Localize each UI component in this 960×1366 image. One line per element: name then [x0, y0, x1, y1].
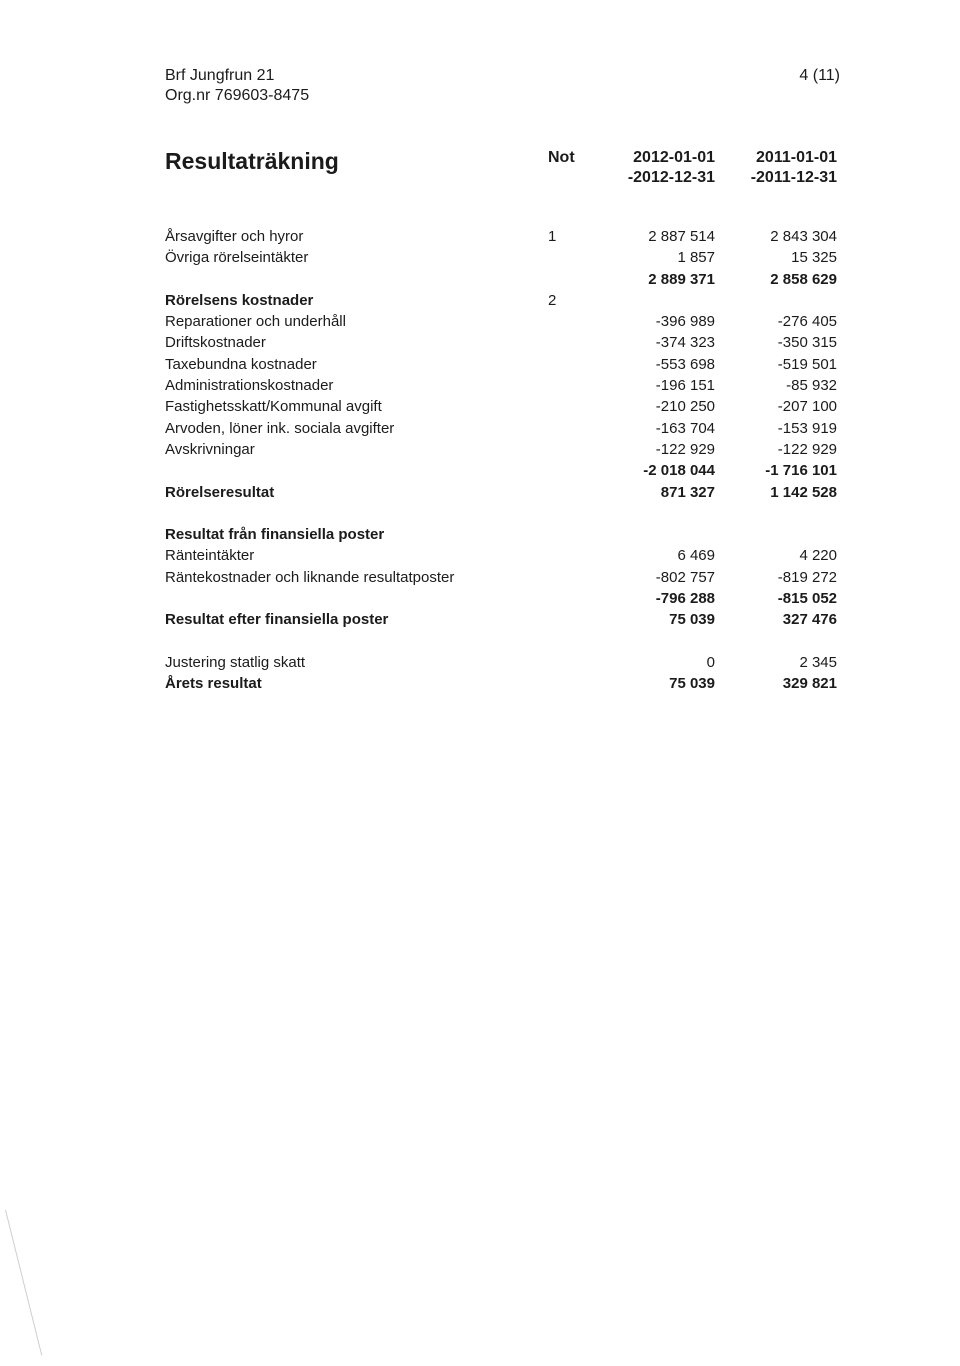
- row-label: Rörelsens kostnader: [165, 291, 314, 309]
- row-label: Avskrivningar: [165, 440, 255, 458]
- page-title: Resultaträkning: [165, 148, 339, 174]
- row-spacer: [0, 503, 960, 524]
- table-row: [0, 609, 960, 630]
- row-label: Driftskostnader: [165, 334, 266, 352]
- table-row: [0, 439, 960, 460]
- row-label: Fastighetsskatt/Kommunal avgift: [165, 398, 382, 416]
- row-value-2011: 329 821: [782, 675, 837, 693]
- row-label: Årsavgifter och hyror: [165, 228, 304, 245]
- table-row: [0, 269, 960, 290]
- row-value-2012: 75 039: [669, 675, 715, 693]
- row-value-2012: -2 018 044: [643, 462, 715, 480]
- period1-end: -2012-12-31: [627, 169, 715, 186]
- table-row: [0, 588, 960, 609]
- note-column-header: Not: [548, 149, 575, 166]
- table-row: [0, 226, 960, 247]
- row-value-2011: -276 405: [777, 313, 837, 331]
- table-row: [0, 354, 960, 375]
- row-value-2011: 2 843 304: [770, 228, 837, 245]
- row-value-2012: 871 327: [660, 483, 715, 501]
- row-value-2011: -815 052: [777, 590, 837, 608]
- table-row: [0, 375, 960, 396]
- table-row: [0, 290, 960, 311]
- table-row: [0, 673, 960, 694]
- page-number: 4 (11): [799, 67, 840, 84]
- row-label: Övriga rörelseintäkter: [165, 249, 309, 267]
- row-value-2011: -122 929: [777, 440, 837, 458]
- row-label: Taxebundna kostnader: [165, 355, 317, 373]
- row-value-2012: -210 250: [655, 398, 715, 416]
- income-statement-table: [0, 226, 960, 695]
- table-row: [0, 418, 960, 439]
- row-value-2011: -1 716 101: [765, 462, 837, 480]
- row-value-2012: -374 323: [655, 334, 715, 352]
- row-note: 2: [548, 291, 557, 309]
- period1-start: 2012-01-01: [633, 149, 715, 166]
- row-value-2012: -122 929: [655, 440, 715, 458]
- row-label: Justering statlig skatt: [165, 653, 306, 671]
- org-header: [165, 66, 309, 106]
- row-label: Resultat från finansiella poster: [165, 526, 385, 544]
- row-label: Reparationer och underhåll: [165, 313, 346, 331]
- row-value-2012: 75 039: [669, 611, 715, 629]
- row-value-2012: -553 698: [655, 355, 715, 373]
- row-value-2011: -519 501: [777, 355, 837, 373]
- org-name: Brf Jungfrun 21: [165, 67, 275, 84]
- row-value-2011: -350 315: [777, 334, 837, 352]
- row-label: Resultat efter finansiella poster: [165, 611, 389, 629]
- row-value-2011: 1 142 528: [770, 483, 837, 501]
- row-value-2012: 2 887 514: [648, 228, 715, 245]
- row-value-2011: 4 220: [799, 547, 837, 565]
- row-spacer: [0, 631, 960, 652]
- table-row: [0, 545, 960, 566]
- period2-column-header: [751, 148, 837, 188]
- row-value-2012: 0: [706, 653, 715, 671]
- row-value-2011: 15 325: [791, 249, 837, 267]
- row-value-2011: 327 476: [782, 611, 837, 629]
- period1-column-header: [628, 148, 715, 188]
- row-label: Administrationskostnader: [165, 377, 334, 395]
- row-value-2011: -819 272: [777, 568, 837, 586]
- table-row: [0, 482, 960, 503]
- row-value-2012: -163 704: [655, 419, 715, 437]
- table-row: [0, 247, 960, 268]
- period2-end: -2011-12-31: [750, 169, 837, 186]
- table-row: [0, 332, 960, 353]
- row-value-2011: -153 919: [777, 419, 837, 437]
- row-label: Ränteintäkter: [165, 547, 255, 565]
- table-row: [0, 460, 960, 481]
- row-label: Arvoden, löner ink. sociala avgifter: [165, 419, 395, 437]
- row-value-2012: 1 857: [677, 249, 715, 267]
- row-value-2011: -207 100: [777, 398, 837, 416]
- row-value-2012: -196 151: [655, 377, 715, 395]
- row-value-2011: 2 858 629: [770, 270, 837, 288]
- row-value-2012: -796 288: [655, 590, 715, 608]
- table-row: [0, 567, 960, 588]
- period2-start: 2011-01-01: [756, 149, 837, 166]
- scan-artifact-line: [5, 1210, 42, 1356]
- row-note: 1: [548, 228, 557, 245]
- row-value-2011: 2 345: [799, 653, 837, 671]
- table-row: [0, 524, 960, 545]
- table-row: [0, 652, 960, 673]
- row-value-2012: 6 469: [677, 547, 715, 565]
- row-label: Årets resultat: [165, 675, 262, 693]
- row-value-2012: 2 889 371: [648, 270, 715, 288]
- row-label: Räntekostnader och liknande resultatposter: [165, 568, 455, 586]
- row-value-2012: -802 757: [655, 568, 715, 586]
- table-row: [0, 396, 960, 417]
- row-value-2012: -396 989: [655, 313, 715, 331]
- row-value-2011: -85 932: [786, 377, 837, 395]
- table-row: [0, 311, 960, 332]
- org-number: Org.nr 769603-8475: [165, 87, 310, 104]
- row-label: Rörelseresultat: [165, 483, 275, 501]
